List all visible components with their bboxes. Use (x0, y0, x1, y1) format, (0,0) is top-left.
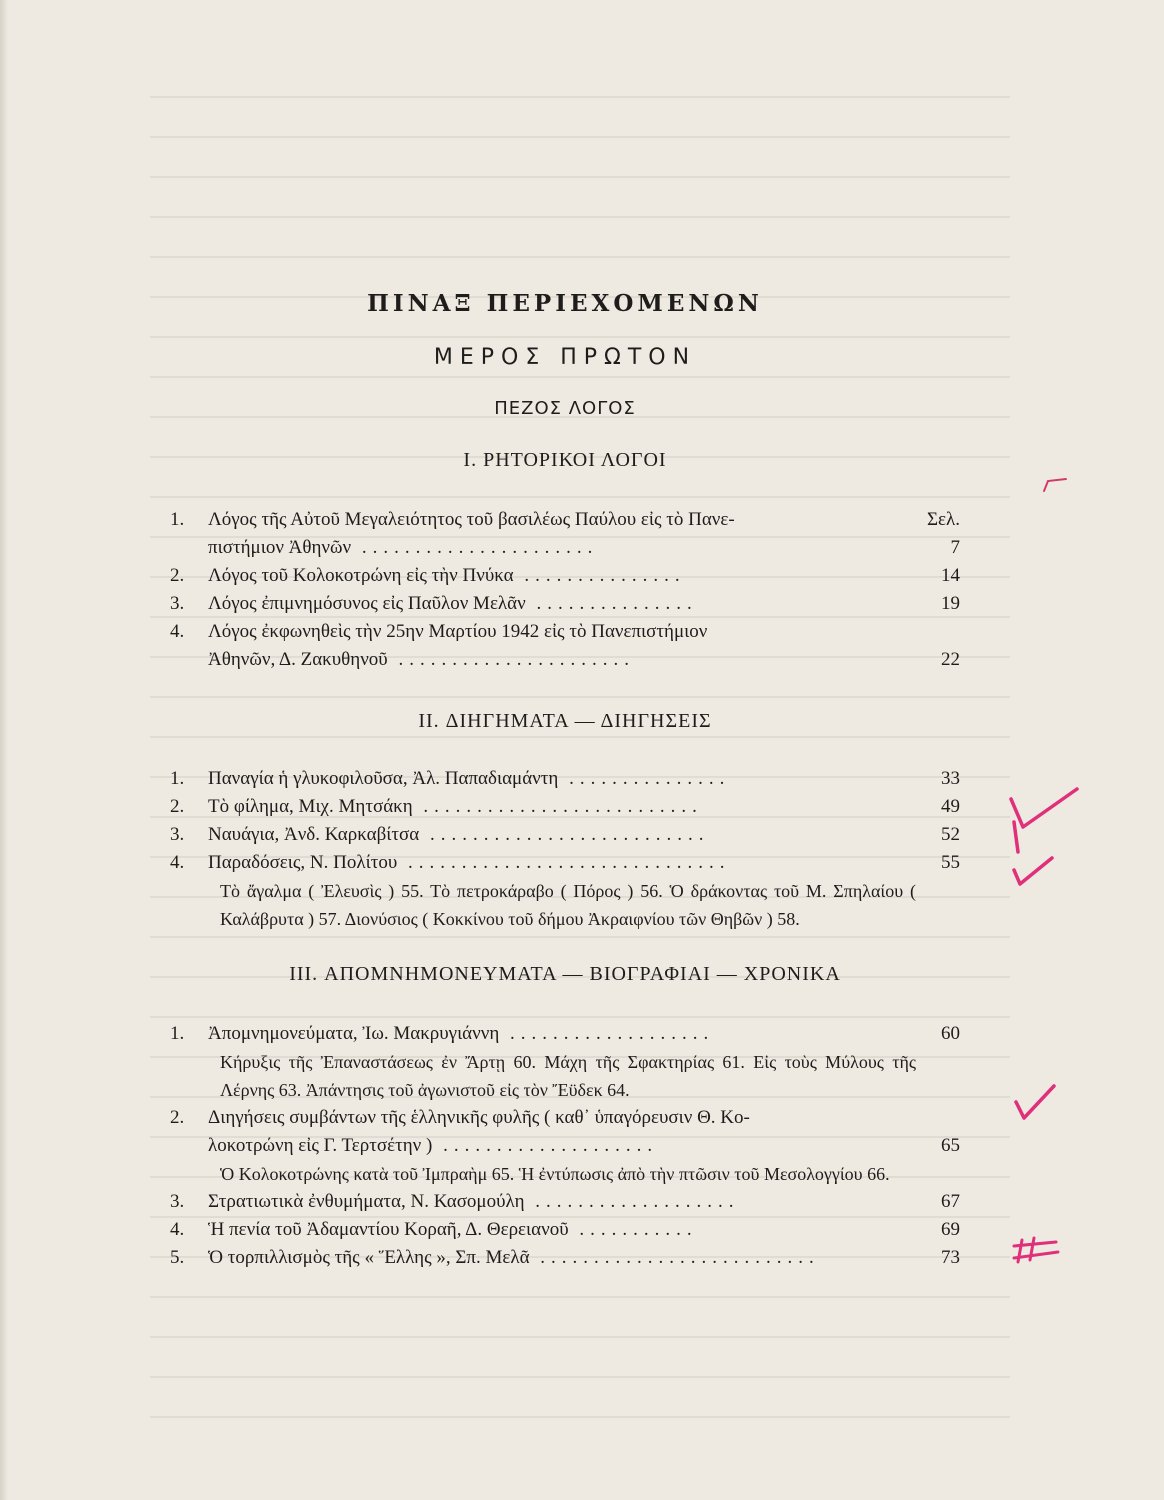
toc-entry: 4. Παραδόσεις, Ν. Πολίτου .............................. 55 Τὸ ἄγαλμα ( Ἐλευσὶς ) 55. Τὸ πετροκάραβο ( Πόρος ) 56. Ὁ δράκοντας τοῦ Μ. Σπηλαίου ( Καλάβρυτα ) 57. Διονύσιος ( Κοκκίνου τοῦ δήμου Ἀκραιφνίου τῶν Θηβῶν ) 58. (170, 849, 960, 933)
entry-title: Ὁ τορπιλλισμὸς τῆς « Ἕλλης », Σπ. Μελᾶ (208, 1247, 530, 1268)
entry-number: 3. (170, 824, 185, 845)
entry-page: 55 (941, 852, 960, 873)
page-binding-edge (0, 0, 8, 1500)
entry-title: Ἀπομνημονεύματα, Ἰω. Μακρυγιάννη (208, 1023, 500, 1044)
entry-number: 1. (170, 509, 185, 530)
entry-title-continued: λοκοτρώνη εἰς Γ. Τερτσέτην ) (208, 1135, 433, 1156)
entry-number: 2. (170, 1107, 185, 1128)
toc-entry: 3. Στρατιωτικὰ ἐνθυμήματα, Ν. Κασομούλη ................... 67 (170, 1188, 960, 1216)
entry-number: 4. (170, 852, 185, 873)
entry-number: 3. (170, 593, 185, 614)
entry-page: 19 (941, 593, 960, 614)
entry-title: Λόγος ἐκφωνηθεὶς τὴν 25ην Μαρτίου 1942 εἰς τὸ Πανεπιστήμιον (208, 621, 708, 642)
toc-entry: 5. Ὁ τορπιλλισμὸς τῆς « Ἕλλης », Σπ. Μελᾶ .......................... 73 (170, 1244, 960, 1272)
entry-page: 33 (941, 768, 960, 789)
section-title: I. ΡΗΤΟΡΙΚΟΙ ΛΟΓΟΙ (463, 449, 667, 471)
entry-page: 14 (941, 565, 960, 586)
entry-title: Παραδόσεις, Ν. Πολίτου (208, 852, 398, 873)
entry-title: Τὸ φίλημα, Μιχ. Μητσάκη (208, 796, 413, 817)
entry-page: 65 (941, 1135, 960, 1156)
entry-title: Λόγος τοῦ Κολοκοτρώνη εἰς τὴν Πνύκα (208, 565, 514, 586)
entry-page: 52 (941, 824, 960, 845)
entry-title: Λόγος τῆς Αὐτοῦ Μεγαλειότητος τοῦ βασιλέως Παύλου εἰς τὸ Πανε- (208, 509, 735, 530)
section-title: II. ΔΙΗΓΗΜΑΤΑ — ΔΙΗΓΗΣΕΙΣ (418, 710, 712, 732)
entry-title: Στρατιωτικὰ ἐνθυμήματα, Ν. Κασομούλη (208, 1191, 525, 1212)
toc-entry: 1. Ἀπομνημονεύματα, Ἰω. Μακρυγιάννη ................... 60 Κήρυξις τῆς Ἐπαναστάσεως ἐν Ἄρτῃ 60. Μάχη τῆς Σφακτηρίας 61. Εἰς τοὺς Μύλους τῆς Λέρνης 63. Ἀπάντησις τοῦ ἀγωνιστοῦ εἰς τὸν Ἔϋδεκ 64. (170, 1020, 960, 1104)
entry-title: Διηγήσεις συμβάντων τῆς ἑλληνικῆς φυλῆς ( καθ᾽ ὑπαγόρευσιν Θ. Κο- (208, 1107, 750, 1128)
entry-title: Παναγία ἡ γλυκοφιλοῦσα, Ἀλ. Παπαδιαμάντη (208, 768, 559, 789)
entry-title: Λόγος ἐπιμνημόσυνος εἰς Παῦλον Μελᾶν (208, 593, 526, 614)
toc-entry: 4. Λόγος ἐκφωνηθεὶς τὴν 25ην Μαρτίου 1942 εἰς τὸ Πανεπιστήμιον Ἀθηνῶν, Δ. Ζακυθηνοῦ ...................... 22 (170, 618, 960, 674)
entry-number: 5. (170, 1247, 185, 1268)
entry-number: 4. (170, 621, 185, 642)
section-title: III. ΑΠΟΜΝΗΜΟΝΕΥΜΑΤΑ — ΒΙΟΓΡΑΦΙΑΙ — ΧΡΟΝΙΚΑ (289, 963, 841, 985)
toc-entry: 2. Τὸ φίλημα, Μιχ. Μητσάκη .......................... 49 (170, 793, 960, 821)
entry-title: Ναυάγια, Ἀνδ. Καρκαβίτσα (208, 824, 420, 845)
entry-page: 22 (941, 649, 960, 670)
entry-number: 2. (170, 796, 185, 817)
toc-heading: ΠΙΝΑΞ ΠΕΡΙΕΧΟΜΕΝΩΝ (367, 290, 763, 317)
toc-entry: 1. Παναγία ἡ γλυκοφιλοῦσα, Ἀλ. Παπαδιαμάντη ............... 33 (170, 765, 960, 793)
entry-number: 3. (170, 1191, 185, 1212)
entry-title: Ἡ πενία τοῦ Ἀδαμαντίου Κοραῆ, Δ. Θερειανοῦ (208, 1219, 569, 1240)
toc-entry: 2. Λόγος τοῦ Κολοκοτρώνη εἰς τὴν Πνύκα ............... 14 (170, 562, 960, 590)
toc-entry: 2. Διηγήσεις συμβάντων τῆς ἑλληνικῆς φυλῆς ( καθ᾽ ὑπαγόρευσιν Θ. Κο- λοκοτρώνη εἰς Γ. Τερτσέτην ) .................... 65 Ὁ Κολοκοτρώνης κατὰ τοῦ Ἰμπραὴμ 65. Ἡ ἐντύπωσις ἀπὸ τὴν πτῶσιν τοῦ Μεσολογγίου 66. (170, 1104, 960, 1188)
toc-entry: 1. Λόγος τῆς Αὐτοῦ Μεγαλειότητος τοῦ βασιλέως Παύλου εἰς τὸ Πανε- Σελ. πιστήμιον Ἀθηνῶν ...................... 7 (170, 506, 960, 562)
pink-checkmark-icon (1008, 852, 1058, 892)
pink-corner-mark-icon (1040, 475, 1070, 495)
entry-subitems: Κήρυξις τῆς Ἐπαναστάσεως ἐν Ἄρτῃ 60. Μάχη τῆς Σφακτηρίας 61. Εἰς τοὺς Μύλους τῆς Λέρνης 63. Ἀπάντησις τοῦ ἀγωνιστοῦ εἰς τὸν Ἔϋδεκ 64. (220, 1052, 916, 1100)
entry-page: 73 (941, 1247, 960, 1268)
part-title: ΜΕΡΟΣ ΠΡΩΤΟΝ (433, 345, 697, 370)
entry-number: 1. (170, 1023, 185, 1044)
entry-number: 2. (170, 565, 185, 586)
entry-page: 69 (941, 1219, 960, 1240)
entry-subitems: Ὁ Κολοκοτρώνης κατὰ τοῦ Ἰμπραὴμ 65. Ἡ ἐντύπωσις ἀπὸ τὴν πτῶσιν τοῦ Μεσολογγίου 66. (220, 1164, 890, 1184)
entry-page: 49 (941, 796, 960, 817)
toc-entry: 3. Λόγος ἐπιμνημόσυνος εἰς Παῦλον Μελᾶν ............... 19 (170, 590, 960, 618)
entry-page: 7 (950, 537, 960, 558)
entry-title-continued: πιστήμιον Ἀθηνῶν (208, 537, 352, 558)
entry-page: 67 (941, 1191, 960, 1212)
toc-entry: 4. Ἡ πενία τοῦ Ἀδαμαντίου Κοραῆ, Δ. Θερειανοῦ ........... 69 (170, 1216, 960, 1244)
pink-scribble-icon (1008, 1236, 1068, 1266)
page-column-label: Σελ. (927, 509, 960, 530)
entry-title-continued: Ἀθηνῶν, Δ. Ζακυθηνοῦ (208, 649, 388, 670)
table-of-contents (170, 290, 960, 1272)
subpart-title: ΠΕΖΟΣ ΛΟΓΟΣ (494, 398, 636, 419)
entry-page: 60 (941, 1023, 960, 1044)
pink-checkmark-icon (1010, 1080, 1060, 1125)
entry-number: 1. (170, 768, 185, 789)
entry-subitems: Τὸ ἄγαλμα ( Ἐλευσὶς ) 55. Τὸ πετροκάραβο ( Πόρος ) 56. Ὁ δράκοντας τοῦ Μ. Σπηλαίου ( Καλάβρυτα ) 57. Διονύσιος ( Κοκκίνου τοῦ δήμου Ἀκραιφνίου τῶν Θηβῶν ) 58. (220, 881, 916, 929)
toc-entry: 3. Ναυάγια, Ἀνδ. Καρκαβίτσα .......................... 52 (170, 821, 960, 849)
entry-number: 4. (170, 1219, 185, 1240)
